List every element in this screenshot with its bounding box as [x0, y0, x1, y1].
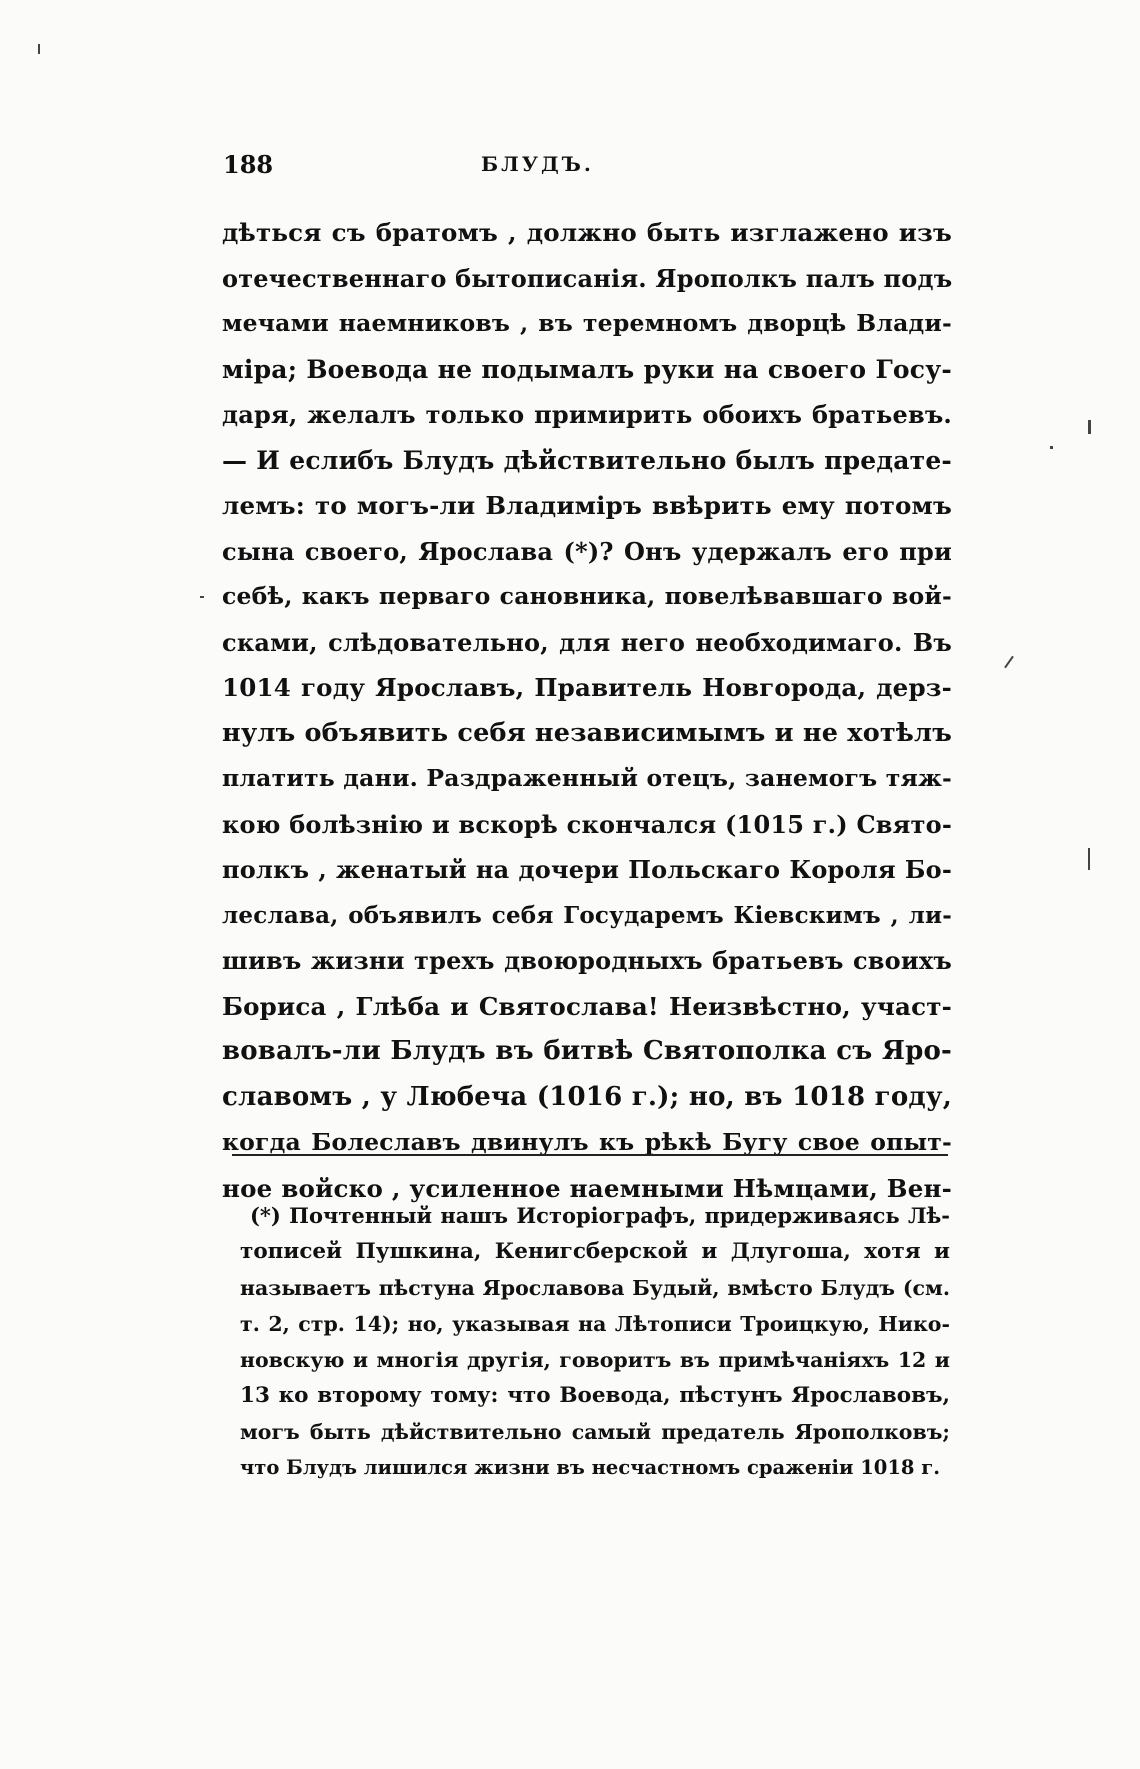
running-head: БЛУДЪ. [481, 152, 594, 176]
text-line: платить дани. Раздраженный отецъ, занемогъ тяж- [222, 764, 952, 792]
text-line: 1014 году Ярославъ, Правитель Новгорода, дерз- [222, 673, 952, 702]
text-line: леслава, объявилъ себя Государемъ Кіевскимъ , ли- [222, 901, 952, 929]
text-line: кою болѣзнію и вскорѣ скончался (1015 г.) Свято- [222, 809, 952, 839]
text-line: шивъ жизни трехъ двоюродныхъ братьевъ своихъ [222, 946, 952, 975]
footnote-line: 13 ко второму тому: что Воевода, пѣстунъ Ярославовъ, [240, 1383, 950, 1408]
footnote-line: могъ быть дѣйствительно самый предатель Ярополковъ; [240, 1420, 950, 1444]
text-line: даря, желалъ только примирить обоихъ братьевъ. [222, 400, 952, 429]
scan-speck [1050, 446, 1053, 449]
text-line: когда Болеславъ двинулъ къ рѣкѣ Бугу свое опыт- [222, 1128, 952, 1156]
scan-speck [1004, 656, 1014, 669]
footnote-line: тописей Пушкина, Кенигсберской и Длугоша, хотя и [240, 1239, 950, 1264]
main-text [222, 210, 952, 1211]
scan-speck [1088, 848, 1090, 870]
footnote-divider [232, 1154, 948, 1156]
text-line: дѣться съ братомъ , должно быть изглажено изъ [222, 218, 952, 247]
scan-speck [200, 596, 204, 598]
text-line: отечественнаго бытописанія. Ярополкъ палъ подъ [222, 263, 953, 293]
text-line: сына своего, Ярослава (*)? Онъ удержалъ его при [222, 536, 952, 566]
text-line: — И еслибъ Блудъ дѣйствительно былъ предате- [222, 445, 952, 475]
text-line: сками, слѣдовательно, для него необходимаго. Въ [222, 627, 952, 657]
scan-speck [1088, 420, 1091, 434]
page-header [223, 150, 951, 190]
text-line: Бориса , Глѣба и Святослава! Неизвѣстно, участ- [222, 991, 952, 1021]
footnote-line: что Блудъ лишился жизни въ несчастномъ сраженіи 1018 г. [240, 1456, 941, 1479]
footnote-line: т. 2, стр. 14); но, указывая на Лѣтописи Троицкую, Нико- [240, 1312, 950, 1336]
text-line: лемъ: то могъ-ли Владиміръ ввѣрить ему потомъ [222, 491, 952, 520]
text-line: ное войско , усиленное наемными Нѣмцами, Вен- [222, 1173, 952, 1203]
scan-speck [38, 44, 40, 54]
page-number: 188 [223, 150, 274, 179]
text-line: полкъ , женатый на дочери Польскаго Короля Бо- [222, 855, 952, 884]
text-line: міра; Воевода не подымалъ руки на своего Госу- [222, 354, 952, 384]
text-line: нулъ объявить себя независимымъ и не хотѣлъ [222, 717, 952, 748]
footnote-line: называетъ пѣстуна Ярославова Будый, вмѣсто Блудъ (см. [240, 1276, 950, 1300]
text-line: вовалъ-ли Блудъ въ битвѣ Святополка съ Яро- [222, 1036, 952, 1066]
footnote [240, 1198, 950, 1486]
text-line: славомъ , у Любеча (1016 г.); но, въ 1018 году, [222, 1081, 952, 1112]
text-line: себѣ, какъ перваго сановника, повелѣвавшаго вой- [222, 582, 952, 610]
footnote-line: (*) Почтенный нашъ Исторіографъ, придерживаясь Лѣ- [250, 1203, 950, 1228]
footnote-line: новскую и многія другія, говоритъ въ примѣчаніяхъ 12 и [240, 1348, 950, 1372]
text-line: мечами наемниковъ , въ теремномъ дворцѣ Влади- [222, 309, 952, 337]
